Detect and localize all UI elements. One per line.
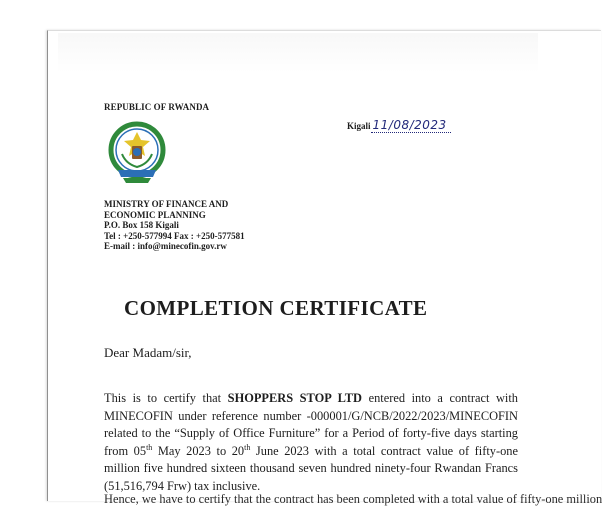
date-label: Kigali bbox=[347, 121, 371, 131]
ministry-email: E-mail : info@minecofin.gov.rw bbox=[104, 241, 227, 252]
greeting: Dear Madam/sir, bbox=[104, 345, 192, 360]
certificate-paragraph bbox=[104, 390, 518, 495]
ministry-name-line2: ECONOMIC PLANNING bbox=[104, 209, 206, 220]
ministry-tel-fax: Tel : +250-577994 Fax : +250-577581 bbox=[104, 230, 245, 241]
company-name: SHOPPERS STOP LTD bbox=[227, 391, 362, 405]
date-handwritten: 11/08/2023 bbox=[371, 118, 451, 133]
superscript-th-1: th bbox=[146, 442, 153, 452]
date-line bbox=[347, 118, 451, 132]
superscript-th-2: th bbox=[244, 442, 251, 452]
next-paragraph-partial: Hence, we have to certify that the contract has been completed with a total value of fifty-one million bbox=[104, 492, 602, 506]
para-text-2: entered into a contract with MINECOFIN under reference number -000001/G/NCB/2022/2023/MINECOFIN related to the “Supply of Office Furniture” for a Period of forty-five days starting from 05 bbox=[104, 391, 518, 458]
ministry-address-block bbox=[104, 199, 245, 252]
country-header: REPUBLIC OF RWANDA bbox=[104, 102, 210, 112]
scan-shadow bbox=[58, 33, 538, 73]
ministry-name-line1: MINISTRY OF FINANCE AND bbox=[104, 199, 229, 209]
rwanda-coat-of-arms-icon bbox=[108, 120, 166, 188]
ministry-po-box: P.O. Box 158 Kigali bbox=[104, 220, 179, 231]
para-text-1: This is to certify that bbox=[104, 391, 228, 405]
para-text-3: May 2023 to 20 bbox=[152, 443, 245, 458]
document-title: COMPLETION CERTIFICATE bbox=[124, 296, 428, 320]
para-text-4: June 2023 with a total contract value of fifty-one million five hundred sixteen thousand seven hundred ninety-four Rwandan Francs (51,516,794 Frw) tax inclusive. bbox=[104, 443, 518, 493]
